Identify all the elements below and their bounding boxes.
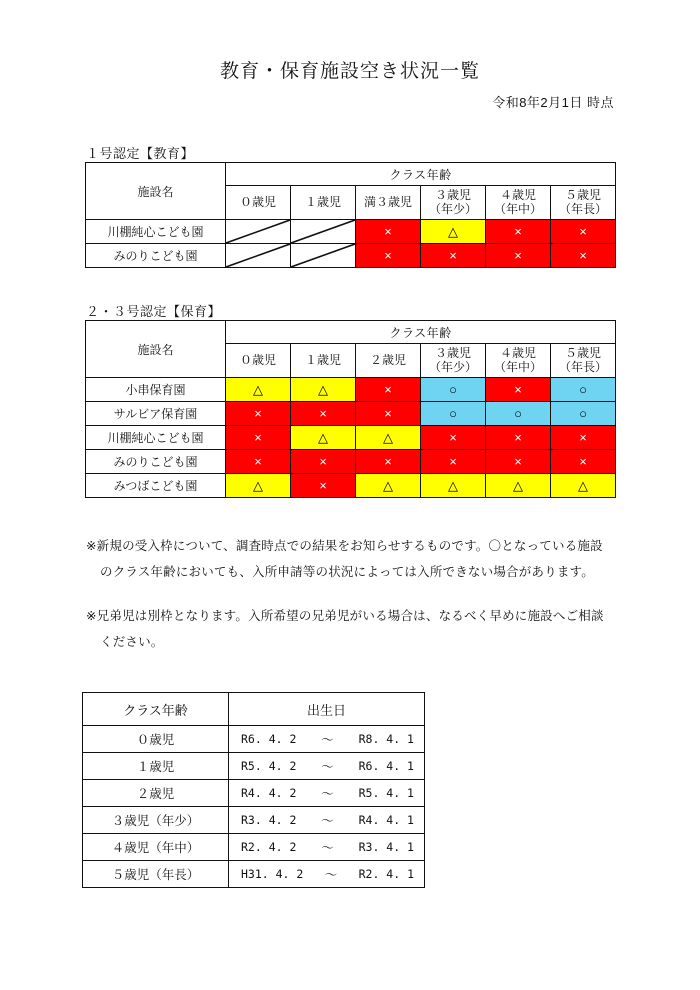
availability-cell-full [356,244,421,268]
column-header-classage-group: クラス年齢 [226,163,616,186]
status-symbol: × [384,454,392,469]
birthdate-range [229,861,425,888]
status-symbol: ○ [449,382,457,397]
status-symbol: △ [383,478,393,493]
column-header-age-4 [421,186,486,220]
availability-cell-full [226,450,291,474]
column-header-age-5 [486,344,551,378]
age-sublabel: （年中） [493,201,542,216]
availability-cell-limited [226,474,291,498]
availability-cell-full [486,450,551,474]
availability-cell-na [291,244,356,268]
age-label: ３歳児 [434,346,471,361]
availability-cell-full [486,378,551,402]
availability-cell-limited [421,220,486,244]
age-label: ３歳児 [434,188,471,203]
column-header-age-2 [291,344,356,378]
availability-cell-na [226,220,291,244]
status-symbol: × [449,454,457,469]
classage-label: ４歳児（年中） [83,834,229,861]
column-header-facility: 施設名 [86,163,226,220]
section-caption-childcare: ２・３号認定【保育】 [86,304,222,319]
range-tilde: 〜 [321,760,334,774]
availability-cell-full [356,450,421,474]
availability-cell-limited [421,474,486,498]
table-row [86,474,616,498]
column-header-age-6 [551,344,616,378]
classage-label: １歳児 [83,753,229,780]
availability-table-education [85,162,616,268]
table-header-row-group [86,321,616,344]
status-symbol: × [449,430,457,445]
table-row [86,220,616,244]
status-symbol: △ [318,430,328,445]
range-tilde: 〜 [321,733,334,747]
classage-label: ２歳児 [83,780,229,807]
availability-cell-full [486,220,551,244]
availability-cell-limited [356,426,421,450]
facility-name: サルビア保育園 [86,402,226,426]
status-symbol: ○ [579,382,587,397]
column-header-age-5 [486,186,551,220]
table-body [86,220,616,268]
not-applicable-slash-icon [226,244,290,267]
table-row [83,726,425,753]
note-line: ※新規の受入枠について、調査時点での結果をお知らせするものです。〇となっている施設 [86,539,603,553]
status-symbol: × [319,478,327,493]
column-header-age-3 [356,186,421,220]
age-sublabel: （年長） [559,359,608,374]
availability-cell-limited [291,426,356,450]
facility-name: みのりこども園 [86,450,226,474]
column-header-age-6 [551,186,616,220]
page-title: 教育・保育施設空き状況一覧 [219,61,480,82]
note-block [86,603,646,655]
facility-name: 川棚純心こども園 [86,426,226,450]
availability-cell-na [291,220,356,244]
availability-cell-full [551,450,616,474]
availability-cell-full [291,450,356,474]
table-row [83,861,425,888]
status-symbol: × [514,454,522,469]
column-header-age-2 [291,186,356,220]
availability-cell-full [356,402,421,426]
availability-cell-available [421,378,486,402]
status-symbol: ○ [449,406,457,421]
range-tilde: 〜 [321,814,334,828]
availability-cell-limited [291,378,356,402]
birthdate-to: R4. 4. 1 [358,813,414,827]
status-symbol: × [514,430,522,445]
age-sublabel: （年少） [428,359,477,374]
range-tilde: 〜 [321,787,334,801]
facility-name: 小串保育園 [86,378,226,402]
table-row [86,244,616,268]
availability-cell-na [226,244,291,268]
table-header-row-group [86,163,616,186]
status-symbol: ○ [579,406,587,421]
table-row [83,780,425,807]
availability-cell-limited [486,474,551,498]
availability-cell-full [551,244,616,268]
status-symbol: △ [513,478,523,493]
table-head [86,321,616,378]
status-symbol: △ [578,478,589,493]
status-symbol: × [449,248,457,263]
column-header-birthdate: 出生日 [229,693,425,726]
facility-name: みのりこども園 [86,244,226,268]
age-label: ４歳児 [499,346,536,361]
column-header-classage-group: クラス年齢 [226,321,616,344]
age-label: １歳児 [304,352,341,367]
availability-cell-full [486,426,551,450]
age-label: ０歳児 [239,194,276,209]
table-head [83,693,425,726]
availability-cell-full [551,220,616,244]
birthdate-from: R5. 4. 2 [241,759,297,773]
availability-cell-full [291,402,356,426]
column-header-age-4 [421,344,486,378]
table-row [86,426,616,450]
birthdate-range [229,807,425,834]
not-applicable-slash-icon [291,220,355,243]
birthdate-to: R2. 4. 1 [358,867,414,881]
status-symbol: △ [253,382,263,397]
note-line: ください。 [100,635,164,649]
status-symbol: × [579,248,587,263]
age-label: １歳児 [304,194,341,209]
facility-name: 川棚純心こども園 [86,220,226,244]
availability-cell-full [291,474,356,498]
not-applicable-slash-icon [226,220,290,243]
status-symbol: × [254,406,262,421]
availability-cell-available [486,402,551,426]
not-applicable-slash-icon [291,244,355,267]
availability-cell-full [486,244,551,268]
status-symbol: × [254,430,262,445]
age-label: ５歳児 [565,346,602,361]
notes-section [86,533,646,673]
section-caption-education: １号認定【教育】 [86,146,195,161]
column-header-classage: クラス年齢 [83,693,229,726]
age-sublabel: （年長） [559,201,608,216]
status-symbol: △ [383,430,393,445]
availability-cell-full [421,244,486,268]
status-symbol: × [384,406,392,421]
availability-cell-available [421,402,486,426]
table-row [83,753,425,780]
range-tilde: 〜 [324,868,338,882]
note-block [86,533,646,585]
status-symbol: × [319,406,327,421]
availability-cell-full [421,450,486,474]
table-row [83,807,425,834]
column-header-age-1 [226,186,291,220]
availability-cell-full [356,378,421,402]
availability-cell-full [226,402,291,426]
table-header-row [83,693,425,726]
age-label: 満３歳児 [363,194,412,209]
birthdate-from: H31. 4. 2 [241,867,304,881]
birthdate-to: R3. 4. 1 [358,840,414,854]
birthdate-to: R6. 4. 1 [358,759,414,773]
age-sublabel: （年中） [493,359,542,374]
birthdate-range [229,834,425,861]
birthdate-from: R3. 4. 2 [241,813,297,827]
status-symbol: × [514,224,522,239]
range-tilde: 〜 [321,841,334,855]
table-row [86,378,616,402]
availability-cell-available [551,378,616,402]
note-line: のクラス年齢においても、入所申請等の状況によっては入所できない場合があります。 [100,565,594,579]
age-label: ５歳児 [565,188,602,203]
facility-name: みつばこども園 [86,474,226,498]
availability-cell-full [226,426,291,450]
table-body [86,378,616,498]
status-symbol: × [384,224,392,239]
age-label: ４歳児 [499,188,536,203]
column-header-age-1 [226,344,291,378]
status-symbol: ○ [514,406,522,421]
status-symbol: △ [448,478,458,493]
availability-cell-full [551,426,616,450]
status-symbol: × [254,454,262,469]
availability-table-childcare [85,320,616,498]
availability-cell-limited [226,378,291,402]
table-head [86,163,616,220]
table-row [83,834,425,861]
birthdate-from: R4. 4. 2 [241,786,297,800]
note-line: ※兄弟児は別枠となります。入所希望の兄弟児がいる場合は、なるべく早めに施設へご相談 [86,609,604,623]
age-label: ０歳児 [239,352,276,367]
status-symbol: × [384,248,392,263]
status-symbol: × [514,382,522,397]
age-sublabel: （年少） [428,201,477,216]
availability-cell-available [551,402,616,426]
availability-cell-limited [356,474,421,498]
availability-cell-full [421,426,486,450]
birthdate-from: R6. 4. 2 [241,732,297,746]
status-symbol: △ [318,382,328,397]
birthdate-to: R8. 4. 1 [358,732,414,746]
birthdate-reference-table [82,692,425,888]
status-symbol: △ [253,478,263,493]
classage-label: ３歳児（年少） [83,807,229,834]
table-row [86,450,616,474]
availability-cell-full [356,220,421,244]
status-symbol: × [514,248,522,263]
table-row [86,402,616,426]
classage-label: ０歳児 [83,726,229,753]
status-symbol: × [579,430,587,445]
column-header-age-3 [356,344,421,378]
status-symbol: × [384,382,392,397]
status-symbol: × [579,454,587,469]
age-label: ２歳児 [369,352,406,367]
birthdate-to: R5. 4. 1 [358,786,414,800]
survey-date-note: 令和8年2月1日 時点 [492,95,614,110]
availability-cell-limited [551,474,616,498]
table-body [83,726,425,888]
birthdate-range [229,753,425,780]
status-symbol: △ [448,224,458,239]
status-symbol: × [579,224,587,239]
birthdate-range [229,726,425,753]
birthdate-range [229,780,425,807]
classage-label: ５歳児（年長） [83,861,229,888]
birthdate-from: R2. 4. 2 [241,840,297,854]
status-symbol: × [319,454,327,469]
column-header-facility: 施設名 [86,321,226,378]
